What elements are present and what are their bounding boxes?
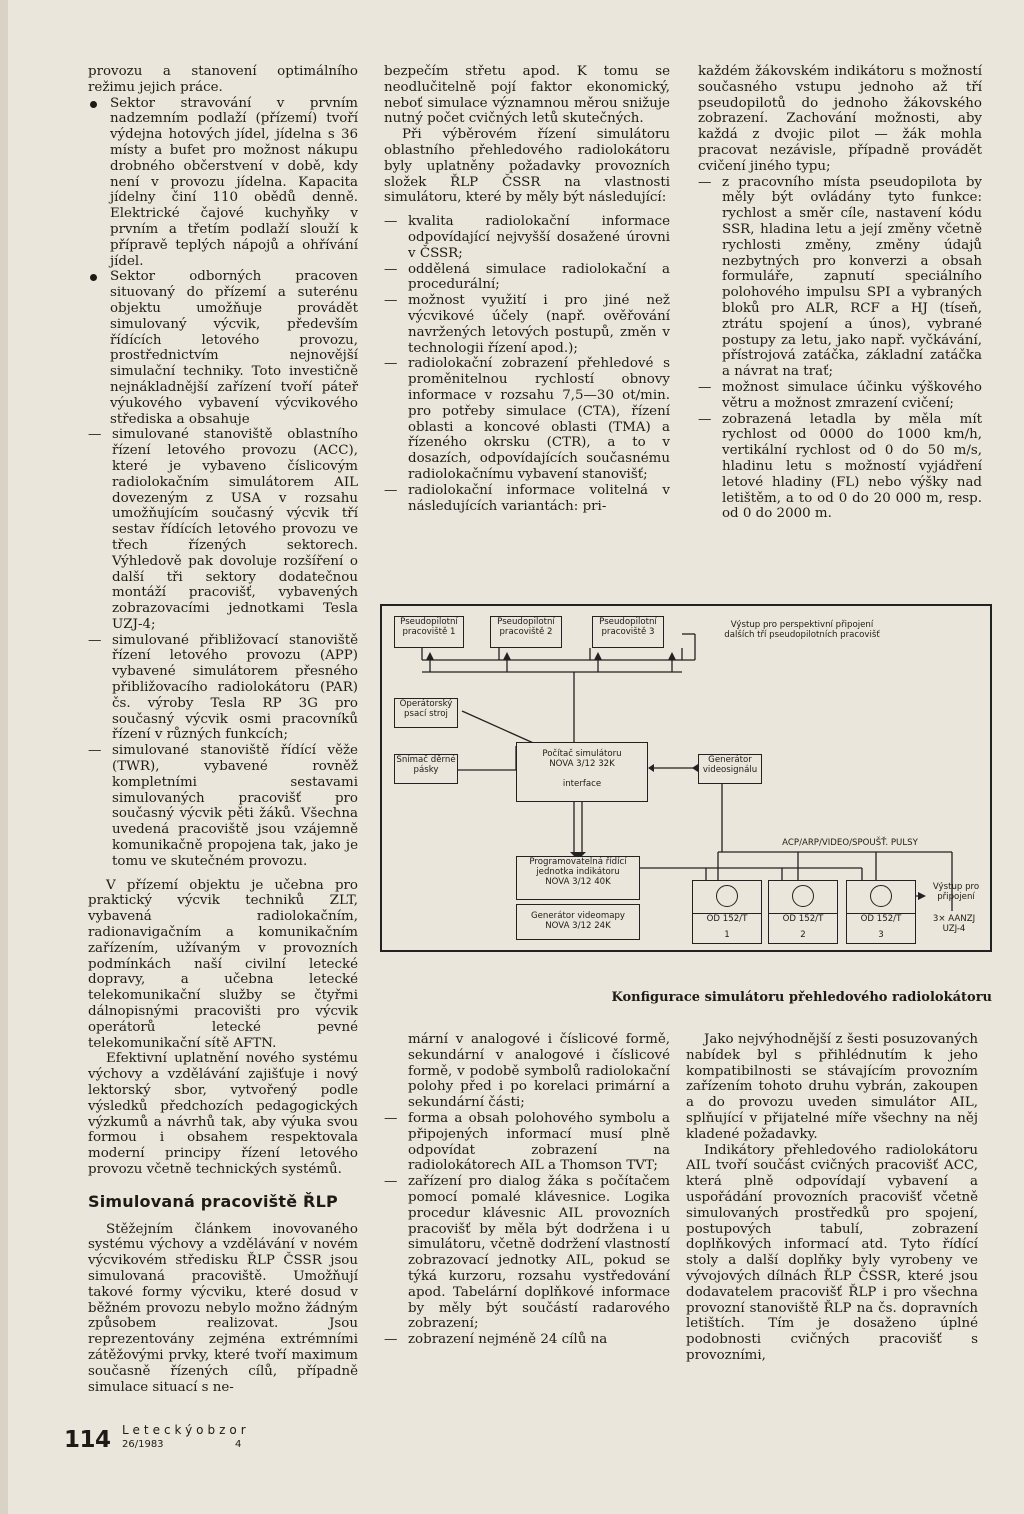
bullet-list — [88, 96, 358, 428]
operator-typewriter-box: Operátorský psací stroj — [394, 698, 458, 728]
paragraph: V přízemí objektu je učebna pro praktický výcvik techniků ZLT, vybavená radiolokačním, radionavigačním a komunikačním zařízením, užívaným v provozních podmínkách naší civilní letecké dopravy, a učebna letecké telekomunikační služby se čtyřmi dálnopisnými pracovišti pro výcvik operátorů letecké pevné telekomunikační sítě AFTN. — [88, 877, 358, 1051]
paragraph: Efektivní uplatnění nového systému výchovy a vzdělávání zajišťuje i nový lektorský sbor, vytvořený podle výsledků předchozích pedagogických výzkumů a návrhů tak, aby výuka svou formou i obsahem respektovala moderní principy řízení letového provozu včetně technických systémů. — [88, 1051, 358, 1177]
page-edge — [0, 0, 8, 1514]
pseudopilot-box-1: Pseudopilotní pracoviště 1 — [394, 616, 464, 648]
pulses-label: ACP/ARP/VIDEO/SPOUŠŤ. PULSY — [782, 838, 918, 848]
dash-item: — oddělená simulace radiolokační a procedurální; — [384, 262, 670, 294]
paragraph: provozu a stanovení optimálního režimu jejich práce. — [88, 64, 358, 95]
dash-list — [384, 214, 670, 514]
simulator-diagram — [380, 604, 992, 952]
output-connection-label: Výstup pro připojení — [932, 882, 980, 902]
dash-item: — simulované stanoviště oblastního řízení letového provozu (ACC), které je vybaveno číslicovým radiolokačním simulátorem AIL dovezeným z USA v rozsahu umožňujícím současný výcvik tří sestav řídících letového provozu ve třech řízených sektorech. Výhledově pak dovoluje rozšíření o další tři sektory dodatečnou montáží pracovišť, vybavených zobrazovacími jednotkami Tesla UZJ-4; — [88, 427, 358, 632]
column-3-lower — [686, 1032, 978, 1364]
figure-caption: Konfigurace simulátoru přehledového radiolokátoru — [611, 990, 992, 1005]
dash-item: — z pracovního místa pseudopilota by měly být ovládány tyto funkce: rychlost a směr cíle, nastavení kódu SSR, hladina letu a její změny včetně rychlosti změny, změny údajů nezbytných pro konverzi a obsah formuláře, zapnutí speciálního polohového impulsu SPI a vybraných bloků pro ALR, RCF a HJ (tíseň, ztrátu spojení a únos), vybrané postupy za letu, jako např. vyčkávání, přístrojová zatáčka, základní zatáčka a návrat na trať; — [698, 175, 982, 380]
pseudopilot-box-3: Pseudopilotní pracoviště 3 — [592, 616, 664, 648]
uzj-label: 3× AANZJ UZJ-4 — [932, 914, 976, 934]
screen-icon — [870, 885, 892, 907]
paragraph: každém žákovském indikátoru s možností současného vstupu jednoho až tří pseudopilotů do jednoho žákovského zobrazení. Zachování možnosti, aby každá z dvojic pilot — žák mohla pracovat nezávisle, případně provádět cvičení jiného typu; — [698, 64, 982, 174]
dash-list — [88, 427, 358, 869]
dash-item: — možnost využití i pro jiné než výcvikové účely (např. ověřování navržených letových postupů, změn v technologii řízení apod.); — [384, 293, 670, 356]
dash-item: — radiolokační zobrazení přehledové s proměnitelnou rychlostí obnovy informace v rozsahu 7,5—30 ot/min. pro potřeby simulace (CTA), řízení oblasti a koncové oblasti (TMA) a řízeného okrsku (CTR), a to v dosazích, odpovídajících současnému radiolokačnímu vybavení stanovišť; — [384, 356, 670, 482]
dash-list — [384, 1111, 670, 1348]
pseudopilot-box-2: Pseudopilotní pracoviště 2 — [490, 616, 562, 648]
dash-item: — simulované stanoviště řídící věže (TWR), vybavené rovněž kompletními sestavami simulovaných pracovišť pro současný výcvik pěti žáků. Všechna uvedená pracoviště jsou vzájemně komunikačně propojena tak, jako je tomu ve skutečném provozu. — [88, 743, 358, 869]
issue-number: 4 — [235, 1439, 242, 1450]
computer-box: Počítač simulátoru NOVA 3/12 32K interface — [516, 742, 648, 802]
programmable-unit-box: Programovatelná řídící jednotka indikátoru NOVA 3/12 40K — [516, 856, 640, 900]
tape-reader-box: Snímač děrné pásky — [394, 754, 458, 784]
dash-item: — zobrazení nejméně 24 cílů na — [384, 1332, 670, 1348]
videomap-generator-box: Generátor videomapy NOVA 3/12 24K — [516, 904, 640, 940]
dash-item: — zobrazená letadla by měla mít rychlost od 0000 do 1000 km/h, vertikální rychlost od 0 do 50 m/s, hladinu letu s možností vyjádření letové hladiny (FL) nebo výšky nad letištěm, a to od 0 do 20 000 m, resp. od 0 do 2000 m. — [698, 412, 982, 523]
column-2 — [384, 64, 670, 514]
page-number: 114 — [64, 1427, 111, 1453]
column-3 — [698, 64, 982, 522]
dash-item: — možnost simulace účinku výškového větru a možnost zmrazení cvičení; — [698, 380, 982, 412]
output-future-label: Výstup pro perspektivní připojení dalších tří pseudopilotních pracovišť — [724, 620, 880, 640]
bullet-item: Sektor odborných pracoven situovaný do přízemí a suterénu objektu umožňuje provádět simulovaný výcvik, především řídících letového provozu, prostřednictvím nejnovější simulační techniky. Toto investičně nejnákladnější zařízení tvoří páteř výukového vybavení výcvikového střediska a obsahuje — [88, 269, 358, 427]
paragraph: mární v analogové i číslicové formě, sekundární v analogové i číslicové formě, v podobě symbolů radiolokační polohy před i po korelaci primární a sekundární části; — [408, 1032, 670, 1111]
video-generator-box: Generátor videosignálu — [698, 754, 762, 784]
od-monitor-1: OD 152/T 1 — [692, 880, 762, 944]
od-monitor-2: OD 152/T 2 — [768, 880, 838, 944]
bullet-item: Sektor stravování v prvním nadzemním podlaží (přízemí) tvoří výdejna hotových jídel, jídelna s 36 místy a bufet pro možnost nákupu drobného občerstvení v době, kdy není v provozu jídelna. Kapacita jídelny činí 110 obědů denně. Elektrické čajové kuchyňky v prvním a třetím podlaží slouží k přípravě teplých nápojů a ohřívání jídel. — [88, 96, 358, 270]
screen-icon — [792, 885, 814, 907]
column-2-lower — [384, 1032, 670, 1348]
paragraph: Při výběrovém řízení simulátoru oblastního přehledového radiolokátoru byly uplatněny požadavky provozních složek ŘLP ČSSR na vlastnosti simulátoru, které by měly být následující: — [384, 127, 670, 206]
section-heading: Simulovaná pracoviště ŘLP — [88, 1191, 338, 1211]
dash-item: — radiolokační informace volitelná v následujících variantách: pri- — [384, 483, 670, 515]
paragraph: Jako nejvýhodnější z šesti posuzovaných nabídek byl s přihlédnutím k jeho kompatibilnosti se stávajícím provozním zařízením tohoto druhu vybrán, zakoupen a do provozu uveden simulátor AIL, splňující v přijatelné míře všechny na něj kladené požadavky. — [686, 1032, 978, 1142]
od-monitor-3: OD 152/T 3 — [846, 880, 916, 944]
issue-label: 26/1983 — [122, 1439, 164, 1450]
dash-list — [698, 175, 982, 523]
screen-icon — [716, 885, 738, 907]
dash-item: — forma a obsah polohového symbolu a připojených informací musí plně odpovídat zobrazení na radiolokátorech AIL a Thomson TVT; — [384, 1111, 670, 1174]
paragraph: bezpečím střetu apod. K tomu se neodlučitelně pojí faktor ekonomický, neboť simulace významnou měrou snižuje nutný počet cvičných letů skutečných. — [384, 64, 670, 127]
dash-item: — kvalita radiolokační informace odpovídající nejvyšší dosažené úrovni v ČSSR; — [384, 214, 670, 261]
paragraph: Indikátory přehledového radiolokátoru AIL tvoří součást cvičných pracovišť ACC, která plně odpovídají vybavení a uspořádání provozních pracovišť včetně simulovaných prostředků pro spojení, postupových tabulí, zobrazení doplňkových informací atd. Tyto řídící stoly a další doplňky byly vyrobeny ve vývojových dílnách ŘLP ČSSR, které jsou dodavatelem pracovišť ŘLP i pro všechna provozní stanoviště ŘLP na čs. dopravních letištích. Tím je dosaženo úplné podobnosti cvičných pracovišť s provozními, — [686, 1142, 978, 1363]
column-1 — [88, 64, 358, 1395]
dash-item: — simulované přibližovací stanoviště řízení letového provozu (APP) vybavené simulátorem přesného přibližovacího radiolokátoru (PAR) čs. výroby Tesla RP 3G pro současný výcvik osmi pracovníků řízení v různých funkcích; — [88, 633, 358, 744]
dash-item: — zařízení pro dialog žáka s počítačem pomocí pomalé klávesnice. Logika procedur klávesnic AIL provozních pracovišť by měla být dodržena i u simulátoru, včetně dodržení vlastností zobrazovací jednotky AIL, pokud se týká kurzoru, rozsahu vystředování apod. Tabelární doplňkové informace by měly být součástí radarového zobrazení; — [384, 1174, 670, 1332]
magazine-name: Leteckýobzor — [122, 1423, 250, 1437]
paragraph: Stěžejním článkem inovovaného systému výchovy a vzdělávání v novém výcvikovém středisku ŘLP ČSSR jsou simulovaná pracoviště. Umožňují takové formy výcviku, které dosud v běžném provozu nebylo možno žádným způsobem realizovat. Jsou reprezentovány zejména extrémními zátěžovými prvky, které tvoří maximum současně řízených cílů, případně simulace situací s ne- — [88, 1221, 358, 1395]
